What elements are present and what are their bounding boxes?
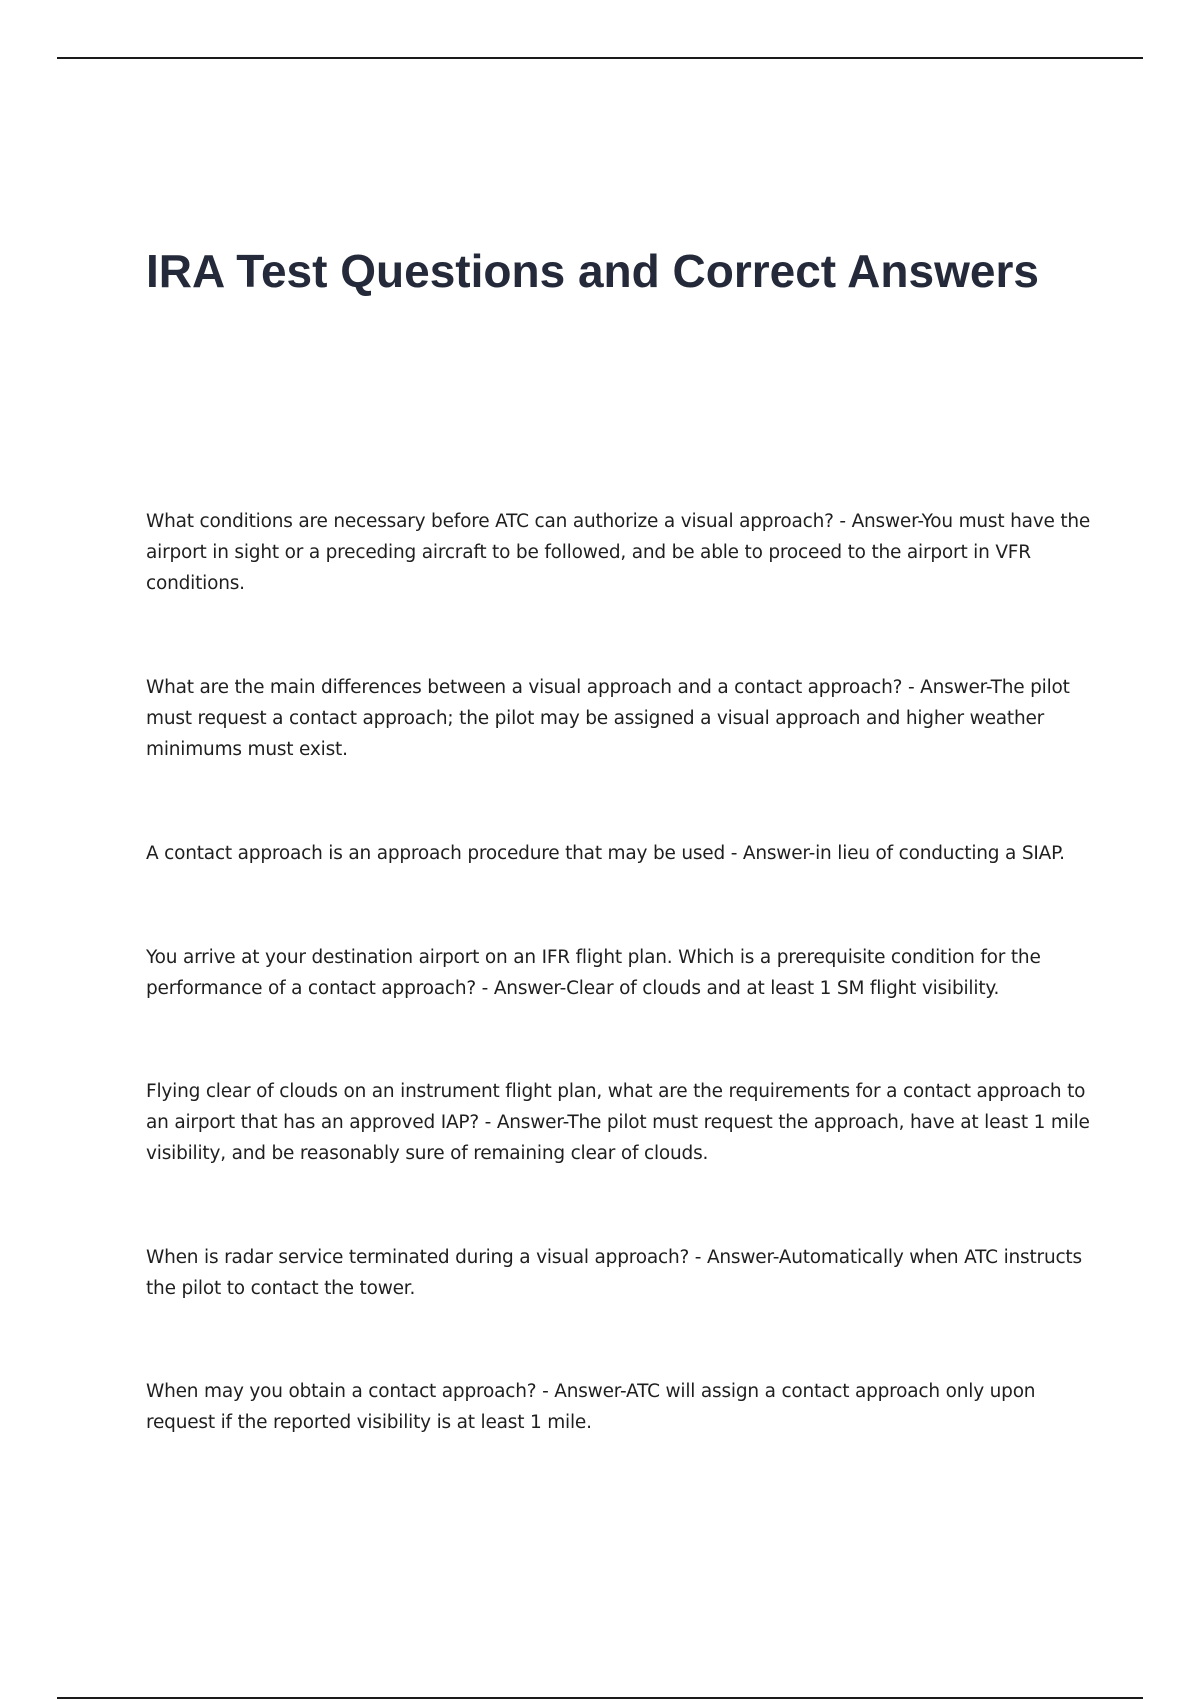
- question-text: You arrive at your destination airport on an IFR flight plan. Which is a prerequisite condition for the performance of a contact approach? -: [146, 947, 1041, 999]
- question-text: What conditions are necessary before ATC can authorize a visual approach? -: [146, 511, 852, 532]
- answer-text: Answer-Automatically when ATC instructs the pilot to contact the tower.: [146, 1247, 1082, 1299]
- question-text: Flying clear of clouds on an instrument flight plan, what are the requirements for a contact approach to an airport that has an approved IAP? -: [146, 1081, 1086, 1133]
- answer-text: Answer-The pilot must request a contact approach; the pilot may be assigned a visual approach and higher weather minimums must exist.: [146, 677, 1070, 760]
- answer-text: Answer-You must have the airport in sight or a preceding aircraft to be followed, and be able to proceed to the airport in VFR conditions.: [146, 511, 1091, 594]
- question-text: When may you obtain a contact approach? -: [146, 1381, 555, 1402]
- qa-item-7: [146, 1376, 1096, 1438]
- question-text: When is radar service terminated during a visual approach? -: [146, 1247, 707, 1268]
- document-title: IRA Test Questions and Correct Answers: [146, 245, 1039, 297]
- qa-item-1: [146, 506, 1096, 599]
- bottom-rule: [57, 1697, 1143, 1699]
- qa-item-3: [146, 838, 1096, 869]
- question-text: What are the main differences between a visual approach and a contact approach? -: [146, 677, 921, 698]
- top-rule: [57, 57, 1143, 59]
- qa-item-5: [146, 1076, 1096, 1169]
- answer-text: Answer-ATC will assign a contact approach only upon request if the reported visibility is at least 1 mile.: [146, 1381, 1036, 1433]
- qa-item-2: [146, 672, 1096, 765]
- question-text: A contact approach is an approach procedure that may be used -: [146, 843, 743, 864]
- answer-text: Answer-in lieu of conducting a SIAP.: [742, 843, 1065, 864]
- answer-text: Answer-Clear of clouds and at least 1 SM flight visibility.: [493, 978, 1000, 999]
- answer-text: Answer-The pilot must request the approach, have at least 1 mile visibility, and be reasonably sure of remaining clear of clouds.: [146, 1112, 1090, 1164]
- qa-item-6: [146, 1242, 1096, 1304]
- qa-item-4: [146, 942, 1096, 1004]
